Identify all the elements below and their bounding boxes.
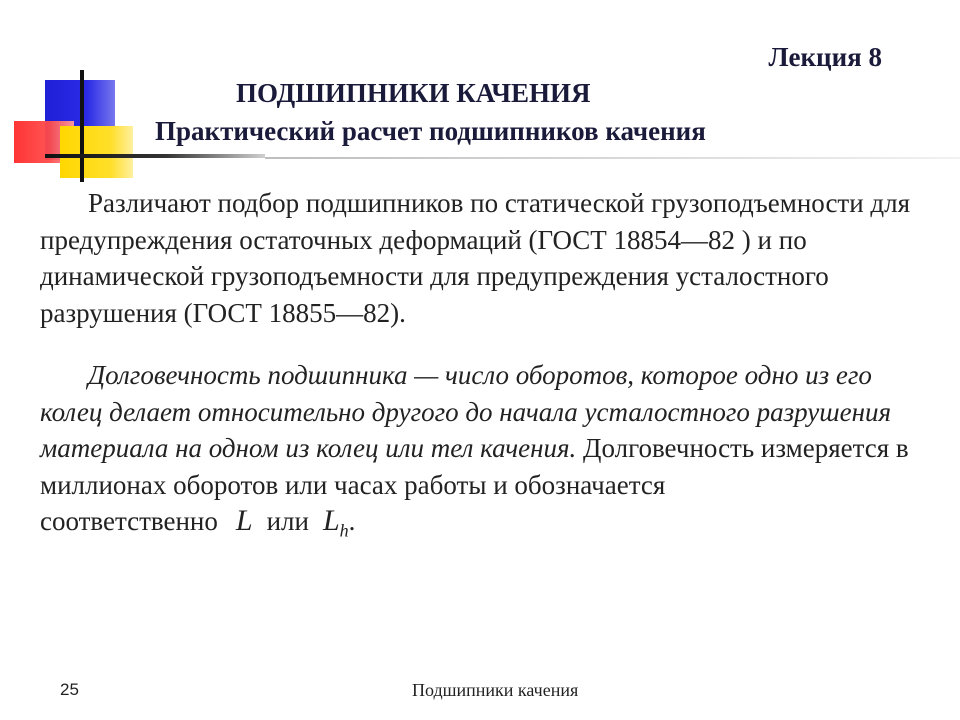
decor-yellow-square	[60, 126, 133, 178]
durability-measure-text: Долговечность измеряется в миллионах оборотов или часах работы и обозначается соответственно	[40, 433, 909, 536]
paragraph-text: Различают подбор подшипников по статической грузоподъемности для предупреждения остаточных деформаций (ГОСТ 18854—82 ) и по динамической грузоподъемности для предупреждения усталостного разрушения (ГОСТ 18855—82).	[40, 188, 911, 328]
paragraph-selection-methods	[40, 185, 935, 331]
lecture-label: Лекция 8	[768, 42, 882, 72]
decor-horizontal-line	[45, 154, 265, 158]
decor-horizontal-fade-line	[265, 157, 960, 159]
decor-vertical-line	[80, 70, 84, 182]
symbol-Lh-subscript: h	[339, 520, 349, 541]
symbol-L: L	[235, 504, 253, 537]
paragraph-durability-definition	[40, 357, 935, 549]
end-period: .	[348, 506, 356, 536]
symbol-Lh-base: L	[322, 504, 340, 537]
slide-number: 25	[60, 680, 79, 699]
page-subtitle: Практический расчет подшипников качения	[155, 116, 706, 146]
connector-word: или	[266, 506, 309, 536]
durability-definition-italic: Долговечность подшипника — число оборотов, которое одно из его колец делает относительно другого до начала усталостного разрушения материала на одном из колец или тел качения.	[40, 360, 892, 463]
footer-title: Подшипники качения	[412, 680, 579, 700]
page-title: ПОДШИПНИКИ КАЧЕНИЯ	[236, 78, 591, 108]
symbol-Lh	[322, 504, 349, 541]
